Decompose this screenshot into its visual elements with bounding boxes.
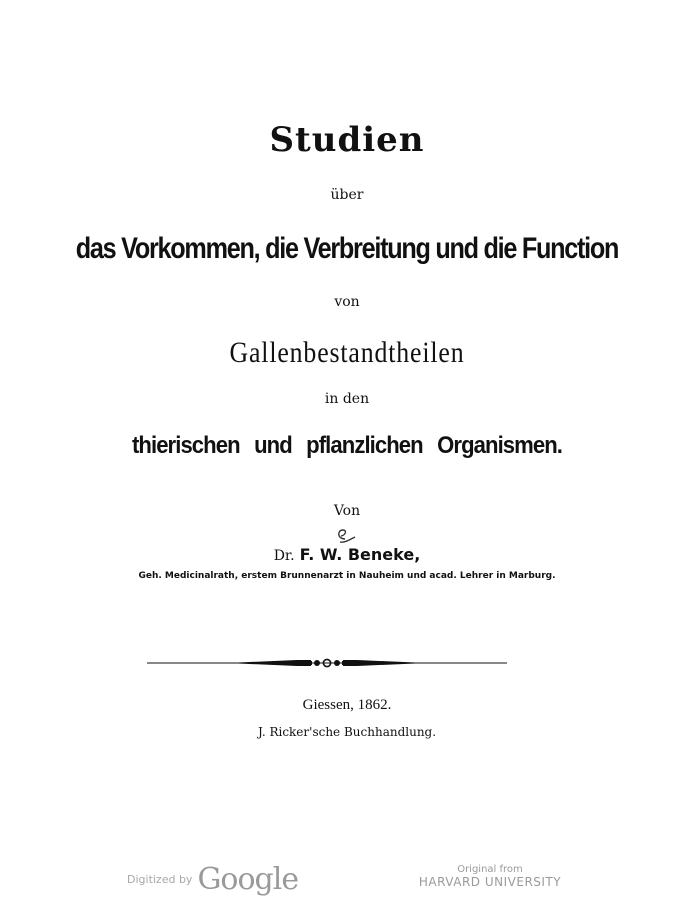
institution-label: HARVARD UNIVERSITY <box>418 875 562 889</box>
digitized-by-label: Digitized by <box>127 873 193 886</box>
place-year: Giessen, 1862. <box>302 697 392 713</box>
ueber-text: über <box>330 187 364 203</box>
source-watermark <box>410 864 570 889</box>
subtitle-line-1: das Vorkommen, die Verbreitung und die Function <box>75 232 619 265</box>
von-author-text: Von <box>333 503 361 519</box>
in-den-text: in den <box>324 391 370 407</box>
book-title: Studien <box>269 120 425 160</box>
google-watermark <box>127 862 298 897</box>
ornamental-divider <box>147 654 507 672</box>
von-text: von <box>334 294 360 310</box>
author-credentials: Geh. Medicinalrath, erstem Brunnenarzt in Nauheim und acad. Lehrer in Marburg. <box>138 571 556 581</box>
author-prefix: Dr. <box>273 548 295 564</box>
google-logo: Google <box>197 862 299 897</box>
author-name: F. W. Beneke, <box>299 545 421 564</box>
subject-title: Gallenbestandtheilen <box>229 336 465 369</box>
author-line <box>0 545 694 564</box>
original-from-label: Original from <box>457 864 523 875</box>
subtitle-line-2: thierischen und pflanzlichen Organismen. <box>131 432 563 459</box>
publisher: J. Ricker'sche Buchhandlung. <box>257 725 437 739</box>
